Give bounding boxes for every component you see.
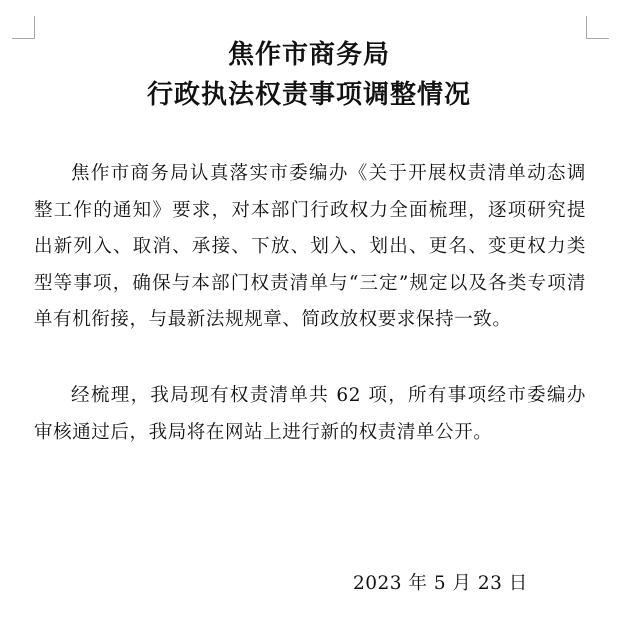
document-subtitle: 行政执法权责事项调整情况 <box>146 80 471 110</box>
body-paragraph-1: 焦作市商务局认真落实市委编办《关于开展权责清单动态调整工作的通知》要求，对本部门行政权力全面梳理，逐项研究提出新列入、取消、承接、下放、划入、划出、更名、变更权力类型等事项，确保与本部门权责清单与“三定”规定以及各类专项清单有机衔接，与最新法规规章、简政放权要求保持一致。 <box>34 163 586 330</box>
document-title: 焦作市商务局 <box>227 40 390 70</box>
crop-mark-top-right <box>586 16 609 39</box>
crop-mark-top-left <box>12 16 35 39</box>
document-date: 2023 年 5 月 23 日 <box>353 573 528 594</box>
body-paragraph-2: 经梳理，我局现有权责清单共 62 项，所有事项经市委编办审核通过后，我局将在网站上进行新的权责清单公开。 <box>34 385 586 443</box>
